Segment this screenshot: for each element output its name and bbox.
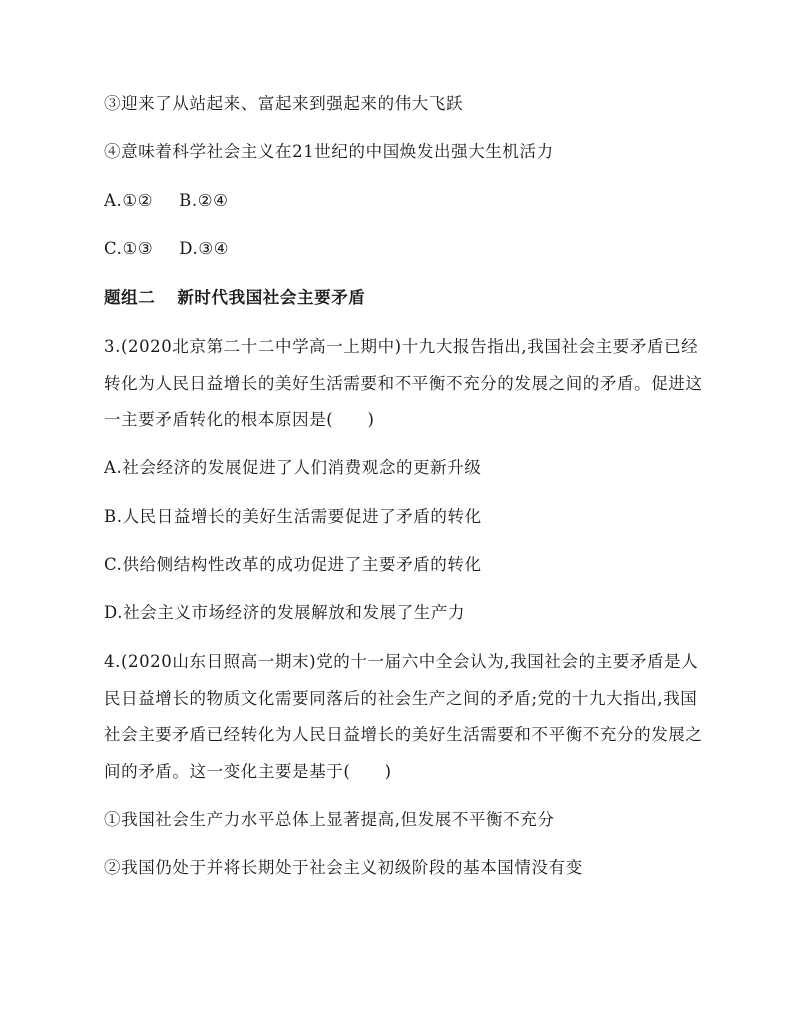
q3-option-c: C.供给侧结构性改革的成功促进了主要矛盾的转化 <box>104 555 482 574</box>
q3-stem-line-1: 3.(2020北京第二十二中学高一上期中)十九大报告指出,我国社会主要矛盾已经 <box>104 337 699 356</box>
prev-item-4: ④意味着科学社会主义在21世纪的中国焕发出强大生机活力 <box>104 142 554 161</box>
prev-item-3: ③迎来了从站起来、富起来到强起来的伟大飞跃 <box>104 94 464 113</box>
q4-item-1: ①我国社会生产力水平总体上显著提高,但发展不平衡不充分 <box>104 810 555 829</box>
section-heading <box>104 287 365 309</box>
prev-option-a: A.①② <box>104 191 154 210</box>
q3-option-b: B.人民日益增长的美好生活需要促进了矛盾的转化 <box>104 507 482 526</box>
q3-stem-line-3: 一主要矛盾转化的根本原因是( ) <box>104 410 375 429</box>
prev-option-b: B.②④ <box>179 191 229 210</box>
q4-item-2: ②我国仍处于并将长期处于社会主义初级阶段的基本国情没有变 <box>104 858 583 877</box>
q3-option-a: A.社会经济的发展促进了人们消费观念的更新升级 <box>104 458 482 477</box>
q3-option-d: D.社会主义市场经济的发展解放和发展了生产力 <box>104 603 466 622</box>
section-label: 题组二 <box>104 288 156 307</box>
prev-option-d: D.③④ <box>179 239 230 258</box>
q4-stem-line-3: 社会主要矛盾已经转化为人民日益增长的美好生活需要和不平衡不充分的发展之 <box>104 725 703 744</box>
prev-option-c: C.①③ <box>104 239 154 258</box>
q4-stem-line-2: 民日益增长的物质文化需要同落后的社会生产之间的矛盾;党的十九大指出,我国 <box>104 689 698 708</box>
section-title: 新时代我国社会主要矛盾 <box>177 288 366 307</box>
q3-stem-line-2: 转化为人民日益增长的美好生活需要和不平衡不充分的发展之间的矛盾。促进这 <box>104 374 703 393</box>
q4-stem-line-4: 间的矛盾。这一变化主要是基于( ) <box>104 762 392 781</box>
q4-stem-line-1: 4.(2020山东日照高一期末)党的十一届六中全会认为,我国社会的主要矛盾是人 <box>104 652 699 671</box>
prev-options-row-1 <box>104 190 229 212</box>
prev-options-row-2 <box>104 238 229 260</box>
